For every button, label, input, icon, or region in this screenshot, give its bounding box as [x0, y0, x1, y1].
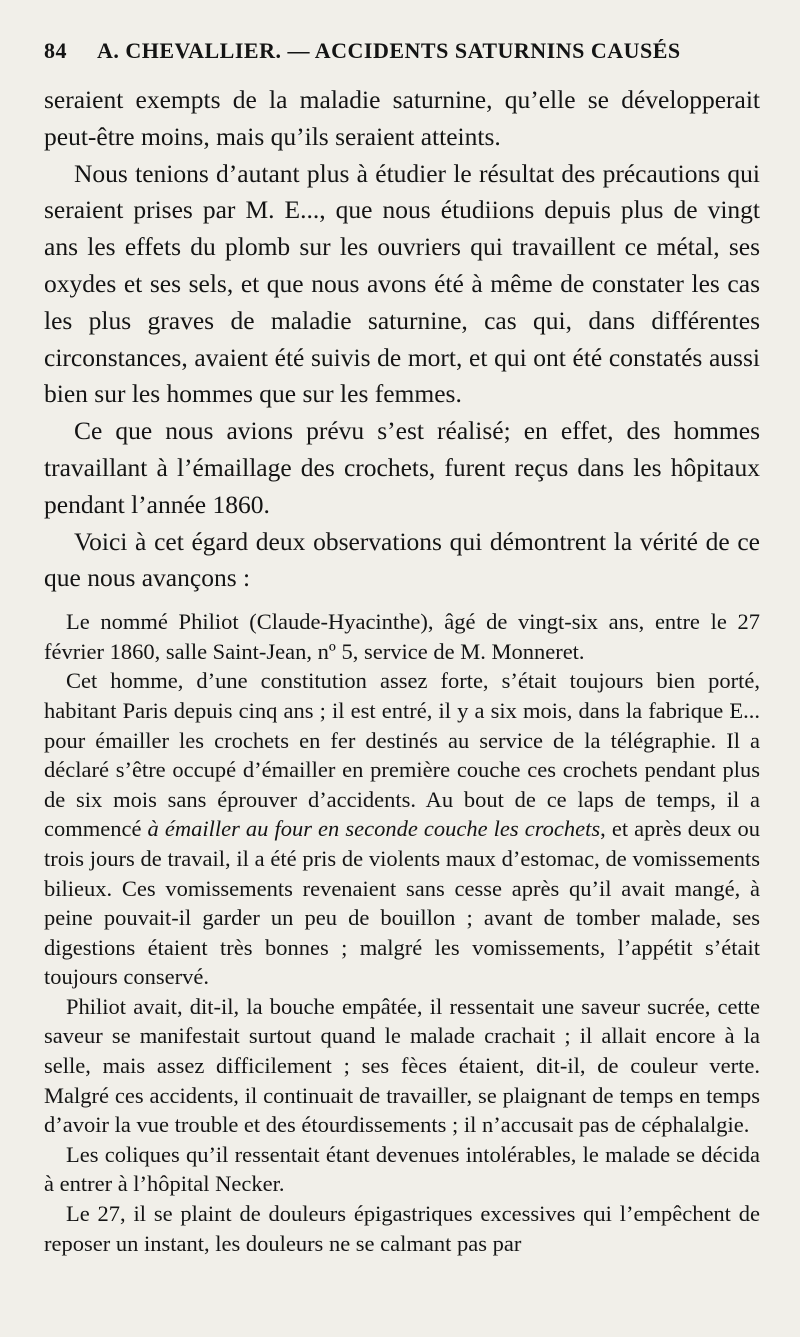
body-text	[44, 82, 760, 1258]
observation-history	[44, 666, 760, 992]
observation-symptoms: Philiot avait, dit-il, la bouche empâtée, il ressentait une saveur sucrée, cette saveur se manifestait surtout quand le malade crachait ; il allait encore à la selle, mais assez difficilement ; ses fèces étaient, dit-il, de couleur verte. Malgré ces accidents, il continuait de travailler, se plaignant de temps en temps d’avoir la vue trouble et des étourdissements ; il n’accusait pas de céphalalgie.	[44, 993, 760, 1138]
observation-patient-entry: Le nommé Philiot (Claude-Hyacinthe), âgé de vingt-six ans, entre le 27 février 1860, salle Saint-Jean, nº 5, service de M. Monneret.	[44, 609, 760, 664]
observation-day-27: Le 27, il se plaint de douleurs épigastriques excessives qui l’empêchent de reposer un instant, les douleurs ne se calmant pas par	[44, 1201, 760, 1256]
running-head: A. CHEVALLIER. — ACCIDENTS SATURNINS CAUSÉS	[97, 38, 681, 63]
observation-history-italic: à émailler au four en seconde couche les crochets	[147, 816, 601, 842]
observation-admission: Les coliques qu’il ressentait étant devenues intolérables, le malade se décida à entrer à l’hôpital Necker.	[44, 1141, 760, 1197]
observation-history-text-b: , et après deux ou trois jours de travail, il a été pris de violents maux d’estomac, de vomissements bilieux. Ces vomissements revenaient sans cesse après qu’il avait mangé, à peine pouvait-il garder un peu de bouillon ; avant de tomber malade, ses digestions étaient très bonnes ; malgré les vomissements, l’appétit s’était toujours conservé.	[44, 816, 760, 990]
page-number: 84	[44, 38, 67, 63]
page-header	[44, 38, 760, 72]
paragraph-observations-intro: Voici à cet égard deux observations qui démontrent la vérité de ce que nous avançons :	[44, 526, 760, 593]
observation-history-text-a: Cet homme, d’une constitution assez forte, s’était toujours bien porté, habitant Paris depuis cinq ans ; il est entré, il y a six mois, dans la fabrique E... pour émailler les crochets en fer destinés au service de la télégraphie. Il a déclaré s’être occupé d’émailler en première couche ces crochets pendant plus de six mois sans éprouver d’accidents. Au bout de ce laps de temps, il a commencé	[44, 668, 760, 842]
paragraph-prediction: Ce que nous avions prévu s’est réalisé; en effet, des hommes travaillant à l’émaillage des crochets, furent reçus dans les hôpitaux pendant l’année 1860.	[44, 416, 760, 519]
paragraph-precautions: Nous tenions d’autant plus à étudier le résultat des précautions qui seraient prises par M. E..., que nous étudiions depuis plus de vingt ans les effets du plomb sur les ouvriers qui travaillent ce métal, ses oxydes et ses sels, et que nous avons été à même de constater les cas les plus graves de maladie saturnine, cas qui, dans différentes circonstances, avaient été suivis de mort, et qui ont été constatés aussi bien sur les hommes que sur les femmes.	[44, 158, 760, 409]
paragraph-continuation: seraient exempts de la maladie saturnine, qu’elle se développerait peut-être moins, mais qu’ils seraient atteints.	[44, 85, 760, 151]
